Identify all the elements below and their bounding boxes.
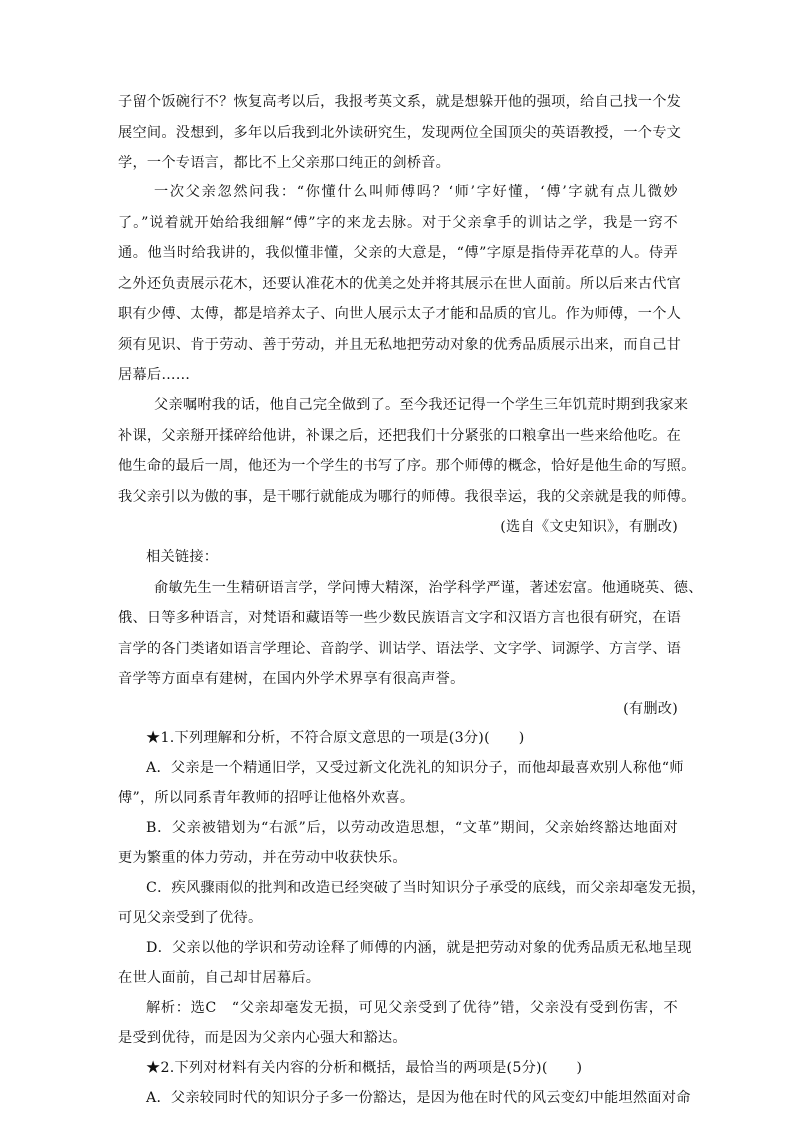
- essay-p2-line-2: 了。”说着就开始给我细解“傅”字的来龙去脉。对于父亲拿手的训诂之学，我是一窍不: [118, 215, 678, 231]
- essay-p2-line-7: 居幕后……: [118, 367, 191, 383]
- question-1-analysis-line-2: 是受到优待，而是因为父亲内心强大和豁达。: [118, 1030, 407, 1046]
- related-link-line-3: 言学的各门类诸如语言学理论、音韵学、训诂学、语法学、文字学、词源学、方言学、语: [118, 641, 682, 657]
- essay-p2-line-3: 通。他当时给我讲的，我似懂非懂，父亲的大意是，“傅”字原是指侍弄花草的人。侍弄: [118, 245, 678, 261]
- question-1-option-b-line-1: B．父亲被错划为“右派”后，以劳动改造思想，“文革”期间，父亲始终豁达地面对: [146, 820, 678, 836]
- essay-source: (选自《文史知识》，有删改): [500, 519, 678, 535]
- essay-p3-line-4: 我父亲引以为傲的事，是干哪行就能成为哪行的师傅。我很幸运，我的父亲就是我的师傅。: [118, 489, 696, 505]
- question-1-analysis-line-1: 解析：选C “父亲却毫发无损，可见父亲受到了优待”错，父亲没有受到伤害，不: [146, 1000, 678, 1016]
- essay-p2-line-1: 一次父亲忽然问我：“你懂什么叫师傅吗？‘师’字好懂，‘傅’字就有点儿微妙: [154, 184, 678, 200]
- question-2-option-a-line-1: A．父亲较同时代的知识分子多一份豁达，是因为他在时代的风云变幻中能坦然面对命: [146, 1090, 691, 1106]
- essay-p3-line-2: 补课，父亲掰开揉碎给他讲，补课之后，还把我们十分紧张的口粮拿出一些来给他吃。在: [118, 428, 682, 444]
- related-link-source: (有删改): [623, 701, 678, 717]
- essay-p3-line-3: 他生命的最后一周，他还为一个学生的书写了序。那个师傅的概念，恰好是他生命的写照。: [118, 458, 696, 474]
- essay-p2-line-5: 职有少傅、太傅，都是培养太子、向世人展示太子才能和品质的官儿。作为师傅，一个人: [118, 306, 682, 322]
- question-1-option-d-line-2: 在世人面前，自己却甘居幕后。: [118, 970, 321, 986]
- essay-p1-line-1: 子留个饭碗行不？恢复高考以后，我报考英文系，就是想躲开他的强项，给自己找一个发: [118, 94, 682, 110]
- question-1-option-d-line-1: D．父亲以他的学识和劳动诠释了师傅的内涵，就是把劳动对象的优秀品质无私地呈现: [146, 940, 692, 956]
- question-1-option-c-line-2: 可见父亲受到了优待。: [118, 910, 263, 926]
- question-1-option-b-line-2: 更为繁重的体力劳动，并在劳动中收获快乐。: [118, 850, 407, 866]
- question-2-stem: ★2.下列对材料有关内容的分析和概括，最恰当的两项是(5分)( ): [146, 1060, 583, 1076]
- related-link-line-4: 音学等方面卓有建树，在国内外学术界享有很高声誉。: [118, 671, 465, 687]
- related-link-line-2: 俄、日等多种语言，对梵语和藏语等一些少数民族语言文字和汉语方言也很有研究，在语: [118, 610, 682, 626]
- essay-p2-line-6: 须有见识、肯于劳动、善于劳动，并且无私地把劳动对象的优秀品质展示出来，而自己甘: [118, 337, 682, 353]
- question-1-option-c-line-1: C．疾风骤雨似的批判和改造已经突破了当时知识分子承受的底线，而父亲却毫发无损，: [146, 880, 706, 896]
- question-1-option-a-line-1: A．父亲是一个精通旧学，又受过新文化洗礼的知识分子，而他却最喜欢别人称他“师: [146, 760, 684, 776]
- question-1-stem: ★1.下列理解和分析，不符合原文意思的一项是(3分)( ): [146, 730, 525, 746]
- related-link-heading: 相关链接：: [146, 549, 219, 565]
- essay-p2-line-4: 之外还负责展示花木，还要认准花木的优美之处并将其展示在世人面前。所以后来古代官: [118, 276, 682, 292]
- related-link-line-1: 俞敏先生一生精研语言学，学问博大精深，治学科学严谨，著述宏富。他通晓英、德、: [154, 580, 703, 596]
- question-1-option-a-line-2: 傅”，所以同系青年教师的招呼让他格外欢喜。: [118, 790, 415, 806]
- essay-p1-line-3: 学，一个专语言，都比不上父亲那口纯正的剑桥音。: [118, 155, 451, 171]
- essay-p1-line-2: 展空间。没想到，多年以后我到北外读研究生，发现两位全国顶尖的英语教授，一个专文: [118, 125, 682, 141]
- essay-p3-line-1: 父亲嘱咐我的话，他自己完全做到了。至今我还记得一个学生三年饥荒时期到我家来: [154, 397, 689, 413]
